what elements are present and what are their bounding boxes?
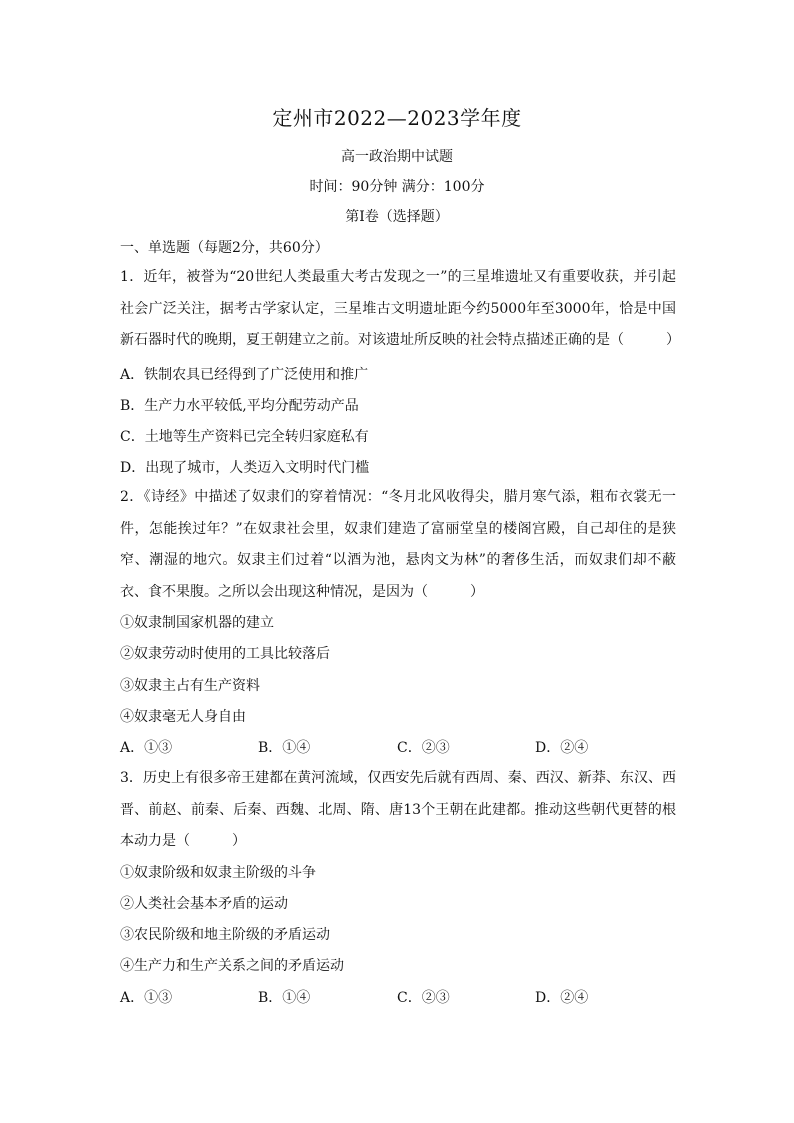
question-2-option-a: A．①③ — [120, 740, 173, 756]
question-1-option-b: B．生产力水平较低,平均分配劳动产品 — [120, 398, 359, 414]
question-3-item-3: ③农民阶级和地主阶级的矛盾运动 — [120, 927, 330, 943]
section-title: 第Ⅰ卷（选择题） — [345, 209, 449, 225]
question-3-option-a: A．①③ — [120, 990, 173, 1006]
part-heading: 一、单选题（每题2分，共60分） — [120, 240, 329, 256]
question-1-option-d: D．出现了城市，人类迈入文明时代门槛 — [120, 460, 370, 476]
exam-time-score: 时间：90分钟 满分：100分 — [309, 179, 485, 195]
question-2-stem: 2．《诗经》中描述了奴隶们的穿着情况：“冬月北风收得尖，腊月寒气添，粗布衣裳无一件，怎能挨过年？”在奴隶社会里，奴隶们建造了富丽堂皇的楼阁宫殿，自己却住的是狭窄、潮湿的地穴。奴隶主们过着“以酒为池，悬肉文为林”的奢侈生活，而奴隶们却不蔽衣、食不果腹。之所以会出现这种情况，是因为（ ） — [120, 489, 676, 600]
question-3-option-b: B．①④ — [258, 990, 311, 1006]
question-1-stem: 1．近年，被誉为“20世纪人类最重大考古发现之一”的三星堆遗址又有重要收获，并引起社会广泛关注，据考古学家认定，三星堆古文明遗址距今约5000年至3000年，恰是中国新石器时代的晚期，夏王朝建立之前。对该遗址所反映的社会特点描述正确的是（ ） — [120, 269, 680, 348]
question-1-option-a: A．铁制农具已经得到了广泛使用和推广 — [120, 367, 369, 383]
question-2-item-1: ①奴隶制国家机器的建立 — [120, 615, 274, 631]
question-3-item-4: ④生产力和生产关系之间的矛盾运动 — [120, 958, 344, 974]
question-3-stem: 3．历史上有很多帝王建都在黄河流域，仅西安先后就有西周、秦、西汉、新莽、东汉、西晋、前赵、前秦、后秦、西魏、北周、隋、唐13个王朝在此建都。推动这些朝代更替的根本动力是（ ） — [120, 770, 676, 849]
question-2-options — [120, 737, 676, 757]
question-3-option-d: D．②④ — [535, 990, 589, 1006]
question-2-item-4: ④奴隶毫无人身自由 — [120, 709, 246, 725]
question-2-item-2: ②奴隶劳动时使用的工具比较落后 — [120, 646, 330, 662]
question-3-option-c: C．②③ — [397, 990, 450, 1006]
exam-title: 定州市2022—2023学年度 — [272, 106, 522, 130]
question-3-item-2: ②人类社会基本矛盾的运动 — [120, 896, 288, 912]
question-2-item-3: ③奴隶主占有生产资料 — [120, 678, 260, 694]
question-2-option-d: D．②④ — [535, 740, 589, 756]
question-1-option-c: C．土地等生产资料已完全转归家庭私有 — [120, 429, 369, 445]
question-3-item-1: ①奴隶阶级和奴隶主阶级的斗争 — [120, 865, 316, 881]
question-3-options — [120, 987, 676, 1007]
exam-subtitle: 高一政治期中试题 — [341, 149, 453, 165]
question-2-option-c: C．②③ — [397, 740, 450, 756]
question-2-option-b: B．①④ — [258, 740, 311, 756]
